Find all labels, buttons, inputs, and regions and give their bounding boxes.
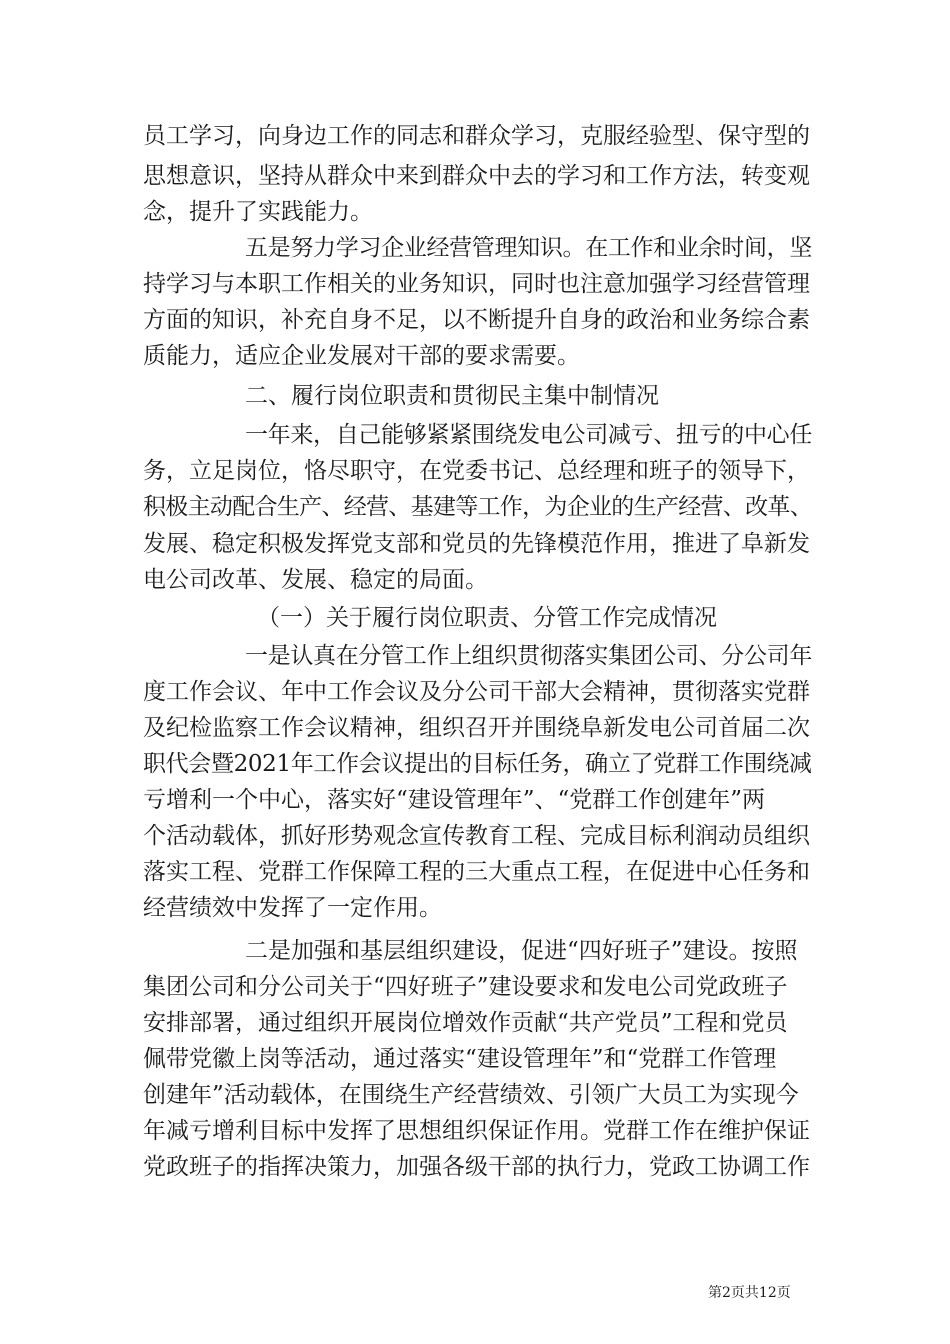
text-line: 经营绩效中发挥了一定作用。 xyxy=(143,895,442,921)
text-line: 落实工程、党群工作保障工程的三大重点工程，在促进中心任务和 xyxy=(143,859,810,885)
text-line: 个活动载体，抓好形势观念宣传教育工程、完成目标利润动员组织 xyxy=(143,823,810,849)
text-line: 年减亏增利目标中发挥了思想组织保证作用。党群工作在维护保证 xyxy=(143,1118,810,1144)
subsection-heading: （一）关于履行岗位职责、分管工作完成情况 xyxy=(257,605,717,631)
paragraph-start-line: 五是努力学习企业经营管理知识。在工作和业余时间，坚 xyxy=(245,235,813,261)
text-line: 质能力，适应企业发展对干部的要求需要。 xyxy=(143,343,580,369)
paragraph-start-line: 一年来，自己能够紧紧围绕发电公司减亏、扭亏的中心任 xyxy=(245,422,813,448)
text-line: 度工作会议、年中工作会议及分公司干部大会精神，贯彻落实党群 xyxy=(143,679,810,705)
text-line: 安排部署，通过组织开展岗位增效作贡献“共产党员”工程和党员 xyxy=(143,1010,788,1036)
text-line: 方面的知识，补充自身不足，以不断提升自身的政治和业务综合素 xyxy=(143,307,810,333)
section-heading: 二、履行岗位职责和贯彻民主集中制情况 xyxy=(245,383,659,409)
text-line: 党政班子的指挥决策力，加强各级干部的执行力，党政工协调工作 xyxy=(143,1154,810,1180)
text-line: 亏增利一个中心，落实好“建设管理年”、“党群工作创建年”两 xyxy=(143,787,766,813)
page-footer-number: 第2页共12页 xyxy=(708,1285,791,1301)
text-line: 念，提升了实践能力。 xyxy=(143,199,373,225)
text-line: 思想意识，坚持从群众中来到群众中去的学习和工作方法，转变观 xyxy=(143,163,810,189)
text-line: 电公司改革、发展、稳定的局面。 xyxy=(143,567,488,593)
text-line: 创建年”活动载体，在围绕生产经营绩效、引领广大员工为实现今 xyxy=(143,1082,799,1108)
text-line: 佩带党徽上岗等活动，通过落实“建设管理年”和“党群工作管理 xyxy=(143,1046,777,1072)
text-line: 集团公司和分公司关于“四好班子”建设要求和发电公司党政班子 xyxy=(143,974,788,1000)
text-line: 发展、稳定积极发挥党支部和党员的先锋模范作用，推进了阜新发 xyxy=(143,531,810,557)
text-line: 及纪检监察工作会议精神，组织召开并围绕阜新发电公司首届二次 xyxy=(143,715,810,741)
paragraph-start-line: 一是认真在分管工作上组织贯彻落实集团公司、分公司年 xyxy=(245,643,813,669)
paragraph-start-line: 二是加强和基层组织建设，促进“四好班子”建设。按照 xyxy=(245,938,798,964)
text-line: 职代会暨2021年工作会议提出的目标任务，确立了党群工作围绕减 xyxy=(143,751,812,777)
text-line: 务，立足岗位，恪尽职守，在党委书记、总经理和班子的领导下， xyxy=(143,458,810,484)
text-line: 积极主动配合生产、经营、基建等工作，为企业的生产经营、改革、 xyxy=(143,494,813,520)
text-line: 持学习与本职工作相关的业务知识，同时也注意加强学习经营管理 xyxy=(143,271,810,297)
text-line: 员工学习，向身边工作的同志和群众学习，克服经验型、保守型的 xyxy=(143,123,810,149)
